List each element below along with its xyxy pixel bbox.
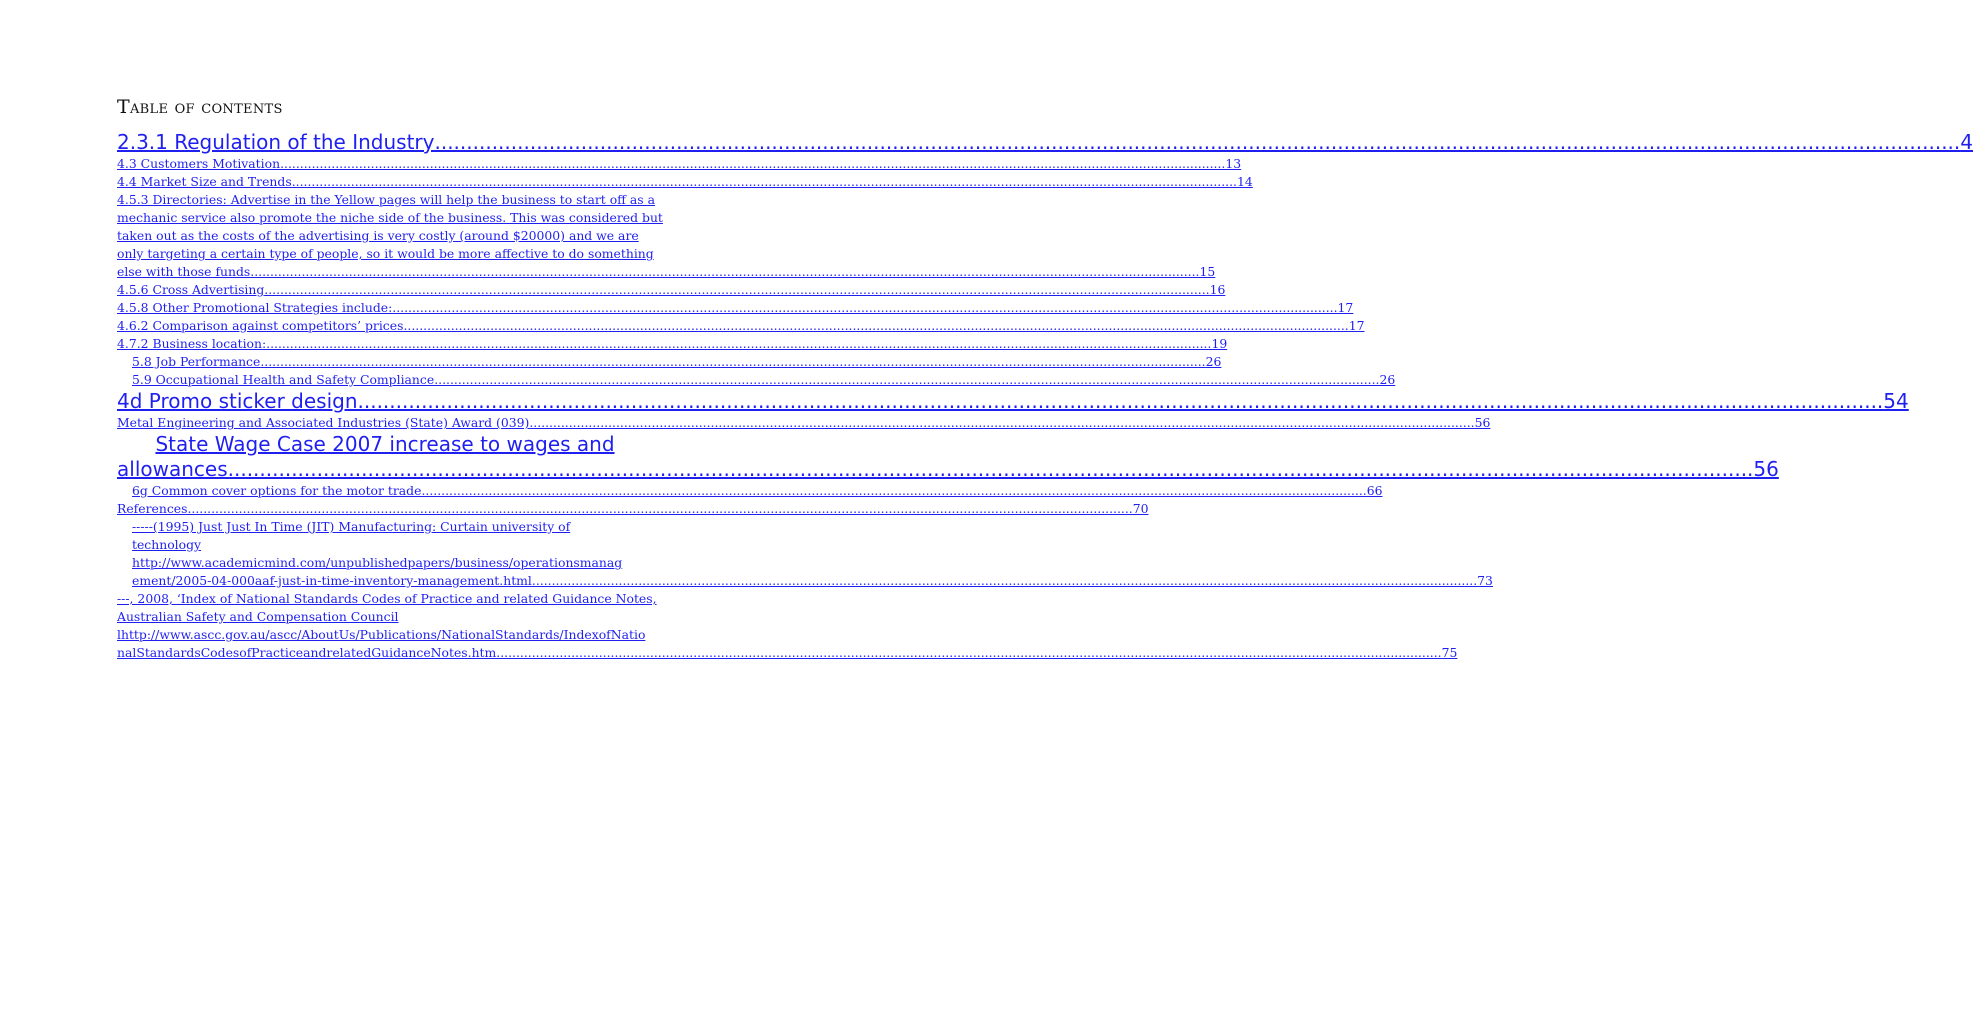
toc-leader: ................................................................................................................................................................................................................................................ bbox=[421, 483, 1367, 498]
toc-entry-title: 4d Promo sticker design bbox=[117, 389, 358, 413]
toc-entry-title: 4.4 Market Size and Trends bbox=[117, 174, 292, 189]
toc-entry-business-location[interactable] bbox=[117, 335, 1228, 353]
toc-entry-line: technology bbox=[132, 537, 202, 552]
toc-entry-competitor-prices[interactable] bbox=[117, 317, 1365, 335]
toc-leader: ................................................................................................................................................................................................................................................ bbox=[266, 336, 1212, 351]
toc-leader: ................................................................................................................................................................................................................................................ bbox=[392, 300, 1338, 315]
toc-entry-regulation-of-industry[interactable] bbox=[117, 130, 1973, 155]
toc-leader: ................................................................................................................................................................................................................................................ bbox=[357, 389, 1884, 413]
toc-entry-title: 6g Common cover options for the motor trade bbox=[132, 483, 422, 498]
toc-entry-national-standards-index[interactable] bbox=[117, 590, 1458, 662]
toc-leader: ................................................................................................................................................................................................................................................ bbox=[434, 372, 1380, 387]
toc-leader: ................................................................................................................................................................................................................................................ bbox=[264, 282, 1210, 297]
toc-leader: ................................................................................................................................................................................................................................................ bbox=[291, 174, 1237, 189]
toc-leader: ................................................................................................................................................................................................................................................ bbox=[227, 457, 1754, 481]
toc-entry-line: only targeting a certain type of people, so it would be more affective to do something bbox=[117, 246, 654, 261]
toc-heading: Table of contents bbox=[117, 96, 283, 118]
toc-entry-market-size[interactable] bbox=[117, 173, 1253, 191]
toc-page-number: 17 bbox=[1337, 300, 1354, 315]
toc-entry-job-performance[interactable] bbox=[132, 353, 1222, 371]
toc-entry-title: 4.7.2 Business location: bbox=[117, 336, 267, 351]
toc-entry-promo-sticker[interactable] bbox=[117, 389, 1909, 414]
toc-leader: ................................................................................................................................................................................................................................................ bbox=[496, 645, 1442, 660]
toc-entry-title: 5.9 Occupational Health and Safety Compliance bbox=[132, 372, 435, 387]
toc-entry-line: http://www.academicmind.com/unpublishedpapers/business/operationsmanag bbox=[132, 555, 623, 570]
toc-entry-title: nalStandardsCodesofPracticeandrelatedGuidanceNotes.htm bbox=[117, 645, 497, 660]
toc-entry-state-wage-case[interactable] bbox=[117, 432, 1779, 482]
toc-leader: ................................................................................................................................................................................................................................................ bbox=[529, 415, 1475, 430]
toc-entry-line: lhttp://www.ascc.gov.au/ascc/AboutUs/Publications/NationalStandards/IndexofNatio bbox=[117, 627, 646, 642]
toc-entry-title: allowances bbox=[117, 457, 228, 481]
toc-entry-cross-advertising[interactable] bbox=[117, 281, 1226, 299]
toc-entry-title: 5.8 Job Performance bbox=[132, 354, 261, 369]
toc-entry-line: Australian Safety and Compensation Council bbox=[117, 609, 399, 624]
toc-entry-title: Metal Engineering and Associated Industries (State) Award (039) bbox=[117, 415, 530, 430]
toc-page-number: 16 bbox=[1209, 282, 1226, 297]
toc-entry-title: 4.5.6 Cross Advertising bbox=[117, 282, 265, 297]
toc-page-number: 73 bbox=[1477, 573, 1493, 588]
toc-entry-line: State Wage Case 2007 increase to wages and bbox=[155, 432, 615, 456]
table-of-contents bbox=[117, 130, 1973, 662]
toc-entry-line: 4.5.3 Directories: Advertise in the Yellow pages will help the business to start off as a bbox=[117, 192, 655, 207]
toc-page-number: 4 bbox=[1960, 130, 1973, 154]
toc-leader: ................................................................................................................................................................................................................................................ bbox=[434, 130, 1961, 154]
toc-page-number: 75 bbox=[1441, 645, 1458, 660]
toc-entry-title: 4.3 Customers Motivation bbox=[117, 156, 281, 171]
toc-page-number: 54 bbox=[1883, 389, 1909, 413]
toc-page-number: 19 bbox=[1211, 336, 1228, 351]
toc-entry-metal-engineering-award[interactable] bbox=[117, 414, 1491, 432]
toc-entry-ohs-compliance[interactable] bbox=[132, 371, 1396, 389]
toc-leader: ................................................................................................................................................................................................................................................ bbox=[531, 573, 1478, 588]
toc-leader: ................................................................................................................................................................................................................................................ bbox=[280, 156, 1226, 171]
toc-page-number: 26 bbox=[1379, 372, 1396, 387]
toc-leader: ................................................................................................................................................................................................................................................ bbox=[260, 354, 1206, 369]
toc-page-number: 15 bbox=[1199, 264, 1216, 279]
toc-page-number: 14 bbox=[1236, 174, 1253, 189]
toc-entry-directories[interactable] bbox=[117, 191, 1216, 281]
toc-entry-line: ---, 2008, ‘Index of National Standards Codes of Practice and related Guidance Notes, bbox=[117, 591, 657, 606]
toc-entry-title: 2.3.1 Regulation of the Industry bbox=[117, 130, 435, 154]
toc-entry-line: taken out as the costs of the advertising is very costly (around $20000) and we are bbox=[117, 228, 639, 243]
toc-page-number: 26 bbox=[1205, 354, 1222, 369]
toc-page-number: 66 bbox=[1366, 483, 1383, 498]
toc-entry-promotional-strategies[interactable] bbox=[117, 299, 1354, 317]
toc-entry-jit-manufacturing[interactable] bbox=[132, 518, 1493, 590]
toc-page-number: 17 bbox=[1348, 318, 1365, 333]
toc-entry-title: References bbox=[117, 501, 188, 516]
toc-page-number: 56 bbox=[1753, 457, 1779, 481]
toc-page-number: 13 bbox=[1225, 156, 1242, 171]
toc-entry-references[interactable] bbox=[117, 500, 1149, 518]
toc-entry-line: mechanic service also promote the niche side of the business. This was considered but bbox=[117, 210, 663, 225]
toc-entry-title: ement/2005-04-000aaf-just-in-time-inventory-management.html bbox=[132, 573, 532, 588]
toc-entry-cover-options[interactable] bbox=[132, 482, 1383, 500]
toc-entry-title: 4.5.8 Other Promotional Strategies include: bbox=[117, 300, 393, 315]
toc-entry-title: else with those funds. bbox=[117, 264, 255, 279]
toc-leader: ................................................................................................................................................................................................................................................ bbox=[187, 501, 1133, 516]
toc-leader: ................................................................................................................................................................................................................................................ bbox=[403, 318, 1349, 333]
toc-page-number: 56 bbox=[1474, 415, 1491, 430]
toc-entry-line: -----(1995) Just Just In Time (JIT) Manufacturing: Curtain university of bbox=[132, 519, 571, 534]
toc-entry-customers-motivation[interactable] bbox=[117, 155, 1242, 173]
toc-entry-title: 4.6.2 Comparison against competitors’ prices bbox=[117, 318, 404, 333]
toc-leader: ................................................................................................................................................................................................................................................ bbox=[254, 264, 1200, 279]
toc-page-number: 70 bbox=[1132, 501, 1149, 516]
